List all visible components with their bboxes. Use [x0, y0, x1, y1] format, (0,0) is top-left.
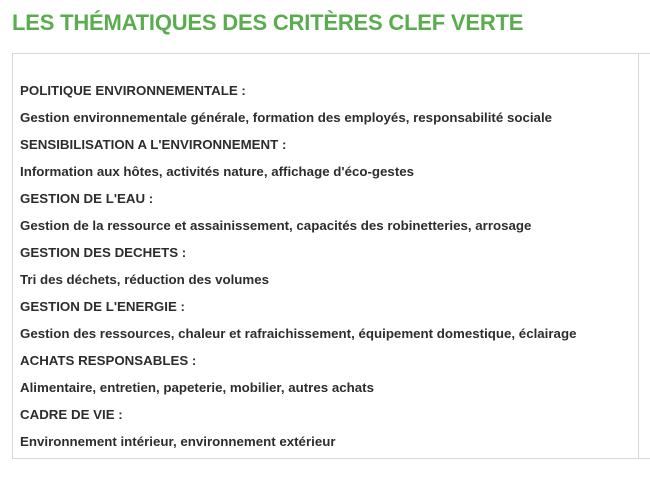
theme-heading-achats: ACHATS RESPONSABLES :	[20, 353, 197, 368]
theme-description-cadre-de-vie: Environnement intérieur, environnement extérieur	[20, 434, 336, 449]
page-title: LES THÉMATIQUES DES CRITÈRES CLEF VERTE	[12, 10, 524, 35]
criteria-panel	[12, 53, 639, 459]
criteria-list	[20, 77, 576, 455]
theme-heading-eau: GESTION DE L'EAU :	[20, 191, 154, 206]
theme-heading-politique: POLITIQUE ENVIRONNEMENTALE :	[20, 83, 246, 98]
theme-heading-dechets: GESTION DES DECHETS :	[20, 245, 187, 260]
panel-adjacent-column-edge	[639, 53, 650, 459]
theme-description-achats: Alimentaire, entretien, papeterie, mobilier, autres achats	[20, 380, 374, 395]
theme-description-energie: Gestion des ressources, chaleur et rafraichissement, équipement domestique, éclairage	[20, 326, 577, 341]
theme-heading-energie: GESTION DE L'ENERGIE :	[20, 299, 185, 314]
theme-description-sensibilisation: Information aux hôtes, activités nature, affichage d'éco-gestes	[20, 164, 415, 179]
theme-description-politique: Gestion environnementale générale, formation des employés, responsabilité sociale	[20, 110, 553, 125]
theme-description-dechets: Tri des déchets, réduction des volumes	[20, 272, 270, 287]
theme-description-eau: Gestion de la ressource et assainissement, capacités des robinetteries, arrosage	[20, 218, 532, 233]
theme-heading-sensibilisation: SENSIBILISATION A L'ENVIRONNEMENT :	[20, 137, 287, 152]
theme-heading-cadre-de-vie: CADRE DE VIE :	[20, 407, 123, 422]
